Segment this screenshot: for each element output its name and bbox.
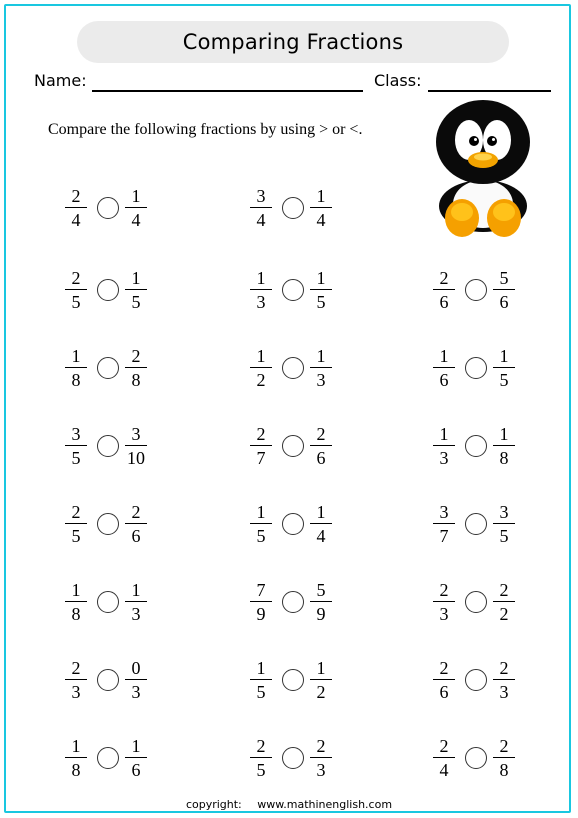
fraction-bar bbox=[250, 367, 272, 369]
fraction-right bbox=[492, 736, 516, 781]
comparison-item bbox=[249, 655, 349, 705]
fraction-left bbox=[249, 580, 273, 625]
numerator: 1 bbox=[131, 267, 141, 288]
fraction-bar bbox=[433, 757, 455, 759]
fraction-bar bbox=[125, 207, 147, 209]
fraction-left bbox=[249, 346, 273, 391]
fraction-bar bbox=[125, 679, 147, 681]
numerator: 5 bbox=[316, 579, 326, 600]
fraction-bar bbox=[65, 367, 87, 369]
numerator: 1 bbox=[71, 735, 81, 756]
fraction-right bbox=[492, 268, 516, 313]
fraction-right bbox=[309, 580, 333, 625]
fraction-left bbox=[432, 424, 456, 469]
answer-circle[interactable] bbox=[282, 279, 304, 301]
class-line[interactable] bbox=[428, 90, 551, 92]
fraction-left bbox=[64, 736, 88, 781]
comparison-item bbox=[432, 655, 532, 705]
title-banner bbox=[77, 21, 509, 63]
fraction-right bbox=[309, 186, 333, 231]
comparison-item bbox=[249, 183, 349, 233]
fraction-right bbox=[124, 424, 148, 469]
page-title: Comparing Fractions bbox=[182, 30, 404, 54]
footer bbox=[0, 798, 578, 811]
fraction-right bbox=[309, 736, 333, 781]
fraction-bar bbox=[125, 601, 147, 603]
class-label: Class: bbox=[374, 71, 422, 90]
denominator: 5 bbox=[316, 292, 326, 313]
denominator: 9 bbox=[256, 604, 266, 625]
denominator: 4 bbox=[131, 210, 141, 231]
numerator: 3 bbox=[256, 185, 266, 206]
denominator: 3 bbox=[131, 604, 141, 625]
comparison-item bbox=[64, 343, 164, 393]
denominator: 3 bbox=[439, 604, 449, 625]
denominator: 8 bbox=[131, 370, 141, 391]
fraction-bar bbox=[65, 679, 87, 681]
numerator: 2 bbox=[316, 423, 326, 444]
denominator: 5 bbox=[256, 526, 266, 547]
fraction-bar bbox=[310, 757, 332, 759]
numerator: 2 bbox=[131, 501, 141, 522]
numerator: 2 bbox=[499, 657, 509, 678]
answer-circle[interactable] bbox=[465, 513, 487, 535]
numerator: 3 bbox=[499, 501, 509, 522]
fraction-bar bbox=[310, 207, 332, 209]
name-label: Name: bbox=[34, 71, 87, 90]
answer-circle[interactable] bbox=[97, 591, 119, 613]
comparison-item bbox=[432, 499, 532, 549]
fraction-bar bbox=[125, 367, 147, 369]
answer-circle[interactable] bbox=[282, 357, 304, 379]
comparison-item bbox=[64, 655, 164, 705]
denominator: 8 bbox=[71, 760, 81, 781]
fraction-left bbox=[249, 658, 273, 703]
fraction-right bbox=[124, 186, 148, 231]
comparison-item bbox=[64, 183, 164, 233]
denominator: 3 bbox=[439, 448, 449, 469]
comparison-item bbox=[249, 499, 349, 549]
fraction-bar bbox=[433, 601, 455, 603]
fraction-bar bbox=[433, 367, 455, 369]
numerator: 2 bbox=[439, 579, 449, 600]
fraction-left bbox=[64, 502, 88, 547]
fraction-bar bbox=[493, 367, 515, 369]
fraction-bar bbox=[493, 445, 515, 447]
fraction-right bbox=[492, 502, 516, 547]
answer-circle[interactable] bbox=[465, 357, 487, 379]
fraction-left bbox=[432, 268, 456, 313]
answer-circle[interactable] bbox=[97, 357, 119, 379]
numerator: 2 bbox=[71, 501, 81, 522]
denominator: 8 bbox=[499, 760, 509, 781]
fraction-left bbox=[64, 186, 88, 231]
fraction-right bbox=[124, 580, 148, 625]
numerator: 1 bbox=[316, 345, 326, 366]
fraction-bar bbox=[250, 601, 272, 603]
fraction-left bbox=[64, 346, 88, 391]
fraction-right bbox=[492, 346, 516, 391]
denominator: 6 bbox=[131, 760, 141, 781]
fraction-bar bbox=[65, 207, 87, 209]
fraction-bar bbox=[310, 367, 332, 369]
answer-circle[interactable] bbox=[282, 435, 304, 457]
denominator: 5 bbox=[256, 682, 266, 703]
fraction-left bbox=[249, 186, 273, 231]
fraction-left bbox=[64, 658, 88, 703]
comparison-item bbox=[249, 265, 349, 315]
numerator: 2 bbox=[256, 423, 266, 444]
numerator: 2 bbox=[439, 267, 449, 288]
answer-circle[interactable] bbox=[97, 513, 119, 535]
denominator: 5 bbox=[499, 526, 509, 547]
fraction-bar bbox=[493, 523, 515, 525]
comparison-item bbox=[249, 343, 349, 393]
denominator: 4 bbox=[71, 210, 81, 231]
copyright-label: copyright: bbox=[185, 798, 242, 811]
instructions: Compare the following fractions by using > or <. bbox=[48, 121, 363, 138]
fraction-bar bbox=[125, 757, 147, 759]
numerator: 7 bbox=[256, 579, 266, 600]
denominator: 3 bbox=[131, 682, 141, 703]
fraction-left bbox=[249, 268, 273, 313]
numerator: 1 bbox=[499, 423, 509, 444]
numerator: 2 bbox=[256, 735, 266, 756]
fraction-bar bbox=[310, 289, 332, 291]
numerator: 2 bbox=[439, 735, 449, 756]
fraction-bar bbox=[65, 523, 87, 525]
numerator: 1 bbox=[499, 345, 509, 366]
denominator: 3 bbox=[256, 292, 266, 313]
fraction-bar bbox=[433, 445, 455, 447]
answer-circle[interactable] bbox=[97, 279, 119, 301]
fraction-left bbox=[249, 424, 273, 469]
comparison-item bbox=[64, 421, 164, 471]
fraction-left bbox=[249, 502, 273, 547]
answer-circle[interactable] bbox=[97, 747, 119, 769]
denominator: 5 bbox=[131, 292, 141, 313]
denominator: 3 bbox=[71, 682, 81, 703]
numerator: 1 bbox=[256, 657, 266, 678]
denominator: 3 bbox=[316, 370, 326, 391]
numerator: 2 bbox=[499, 579, 509, 600]
website-link[interactable]: www.mathinenglish.com bbox=[257, 798, 393, 811]
denominator: 4 bbox=[316, 210, 326, 231]
numerator: 2 bbox=[131, 345, 141, 366]
fraction-bar bbox=[125, 523, 147, 525]
fraction-bar bbox=[65, 601, 87, 603]
denominator: 7 bbox=[256, 448, 266, 469]
fraction-bar bbox=[493, 601, 515, 603]
numerator: 1 bbox=[439, 423, 449, 444]
denominator: 8 bbox=[499, 448, 509, 469]
numerator: 1 bbox=[71, 345, 81, 366]
answer-circle[interactable] bbox=[282, 747, 304, 769]
fraction-right bbox=[124, 502, 148, 547]
denominator: 9 bbox=[316, 604, 326, 625]
numerator: 0 bbox=[131, 657, 141, 678]
fraction-right bbox=[492, 658, 516, 703]
denominator: 5 bbox=[71, 526, 81, 547]
comparison-item bbox=[432, 733, 532, 783]
comparison-item bbox=[64, 733, 164, 783]
numerator: 1 bbox=[131, 185, 141, 206]
fraction-right bbox=[309, 658, 333, 703]
denominator: 7 bbox=[439, 526, 449, 547]
denominator: 10 bbox=[127, 448, 145, 469]
numerator: 1 bbox=[131, 579, 141, 600]
fraction-left bbox=[64, 268, 88, 313]
comparison-item bbox=[432, 265, 532, 315]
comparison-item bbox=[432, 577, 532, 627]
fraction-right bbox=[309, 346, 333, 391]
fraction-bar bbox=[250, 289, 272, 291]
denominator: 5 bbox=[256, 760, 266, 781]
numerator: 1 bbox=[131, 735, 141, 756]
denominator: 4 bbox=[316, 526, 326, 547]
numerator: 3 bbox=[71, 423, 81, 444]
numerator: 1 bbox=[256, 501, 266, 522]
numerator: 1 bbox=[439, 345, 449, 366]
denominator: 6 bbox=[499, 292, 509, 313]
fraction-bar bbox=[125, 289, 147, 291]
fraction-left bbox=[432, 736, 456, 781]
comparison-item bbox=[249, 577, 349, 627]
answer-circle[interactable] bbox=[97, 435, 119, 457]
fraction-bar bbox=[310, 679, 332, 681]
fraction-bar bbox=[125, 445, 147, 447]
answer-circle[interactable] bbox=[465, 747, 487, 769]
fraction-bar bbox=[250, 679, 272, 681]
fraction-left bbox=[249, 736, 273, 781]
answer-circle[interactable] bbox=[465, 591, 487, 613]
fraction-bar bbox=[310, 601, 332, 603]
numerator: 3 bbox=[131, 423, 141, 444]
fraction-bar bbox=[493, 289, 515, 291]
denominator: 6 bbox=[439, 682, 449, 703]
comparison-item bbox=[64, 577, 164, 627]
denominator: 2 bbox=[499, 604, 509, 625]
fraction-right bbox=[309, 268, 333, 313]
fraction-bar bbox=[65, 289, 87, 291]
denominator: 6 bbox=[439, 292, 449, 313]
answer-circle[interactable] bbox=[97, 197, 119, 219]
numerator: 1 bbox=[316, 267, 326, 288]
numerator: 3 bbox=[439, 501, 449, 522]
fraction-right bbox=[492, 580, 516, 625]
fraction-bar bbox=[65, 757, 87, 759]
penguin-illustration bbox=[433, 98, 533, 238]
fraction-right bbox=[124, 268, 148, 313]
answer-circle[interactable] bbox=[465, 669, 487, 691]
answer-circle[interactable] bbox=[282, 669, 304, 691]
numerator: 2 bbox=[71, 185, 81, 206]
fraction-right bbox=[309, 424, 333, 469]
denominator: 8 bbox=[71, 604, 81, 625]
fraction-bar bbox=[310, 445, 332, 447]
numerator: 1 bbox=[71, 579, 81, 600]
fraction-bar bbox=[65, 445, 87, 447]
numerator: 1 bbox=[256, 345, 266, 366]
fraction-bar bbox=[433, 679, 455, 681]
denominator: 4 bbox=[256, 210, 266, 231]
fraction-bar bbox=[493, 757, 515, 759]
denominator: 6 bbox=[316, 448, 326, 469]
numerator: 2 bbox=[316, 735, 326, 756]
denominator: 5 bbox=[71, 292, 81, 313]
answer-circle[interactable] bbox=[97, 669, 119, 691]
denominator: 3 bbox=[499, 682, 509, 703]
numerator: 2 bbox=[71, 657, 81, 678]
fraction-left bbox=[64, 424, 88, 469]
numerator: 1 bbox=[316, 501, 326, 522]
comparison-item bbox=[64, 265, 164, 315]
answer-circle[interactable] bbox=[465, 279, 487, 301]
fraction-right bbox=[124, 658, 148, 703]
fraction-right bbox=[492, 424, 516, 469]
fraction-left bbox=[64, 580, 88, 625]
fraction-bar bbox=[250, 757, 272, 759]
comparison-item bbox=[64, 499, 164, 549]
fraction-bar bbox=[250, 445, 272, 447]
denominator: 5 bbox=[71, 448, 81, 469]
answer-circle[interactable] bbox=[282, 591, 304, 613]
fraction-left bbox=[432, 580, 456, 625]
fraction-left bbox=[432, 346, 456, 391]
numerator: 2 bbox=[439, 657, 449, 678]
denominator: 2 bbox=[316, 682, 326, 703]
fraction-right bbox=[309, 502, 333, 547]
answer-circle[interactable] bbox=[282, 197, 304, 219]
fraction-right bbox=[124, 736, 148, 781]
comparison-item bbox=[249, 421, 349, 471]
numerator: 5 bbox=[499, 267, 509, 288]
comparison-item bbox=[432, 343, 532, 393]
answer-circle[interactable] bbox=[282, 513, 304, 535]
comparison-item bbox=[249, 733, 349, 783]
numerator: 1 bbox=[316, 657, 326, 678]
numerator: 2 bbox=[499, 735, 509, 756]
name-line[interactable] bbox=[92, 90, 363, 92]
denominator: 6 bbox=[439, 370, 449, 391]
answer-circle[interactable] bbox=[465, 435, 487, 457]
fraction-bar bbox=[433, 523, 455, 525]
denominator: 8 bbox=[71, 370, 81, 391]
denominator: 5 bbox=[499, 370, 509, 391]
numerator: 2 bbox=[71, 267, 81, 288]
denominator: 2 bbox=[256, 370, 266, 391]
fraction-bar bbox=[250, 207, 272, 209]
denominator: 4 bbox=[439, 760, 449, 781]
fraction-bar bbox=[310, 523, 332, 525]
fraction-bar bbox=[250, 523, 272, 525]
denominator: 3 bbox=[316, 760, 326, 781]
comparison-item bbox=[432, 421, 532, 471]
fraction-left bbox=[432, 658, 456, 703]
fraction-bar bbox=[493, 679, 515, 681]
numerator: 1 bbox=[316, 185, 326, 206]
denominator: 6 bbox=[131, 526, 141, 547]
fraction-left bbox=[432, 502, 456, 547]
fraction-right bbox=[124, 346, 148, 391]
fraction-bar bbox=[433, 289, 455, 291]
numerator: 1 bbox=[256, 267, 266, 288]
